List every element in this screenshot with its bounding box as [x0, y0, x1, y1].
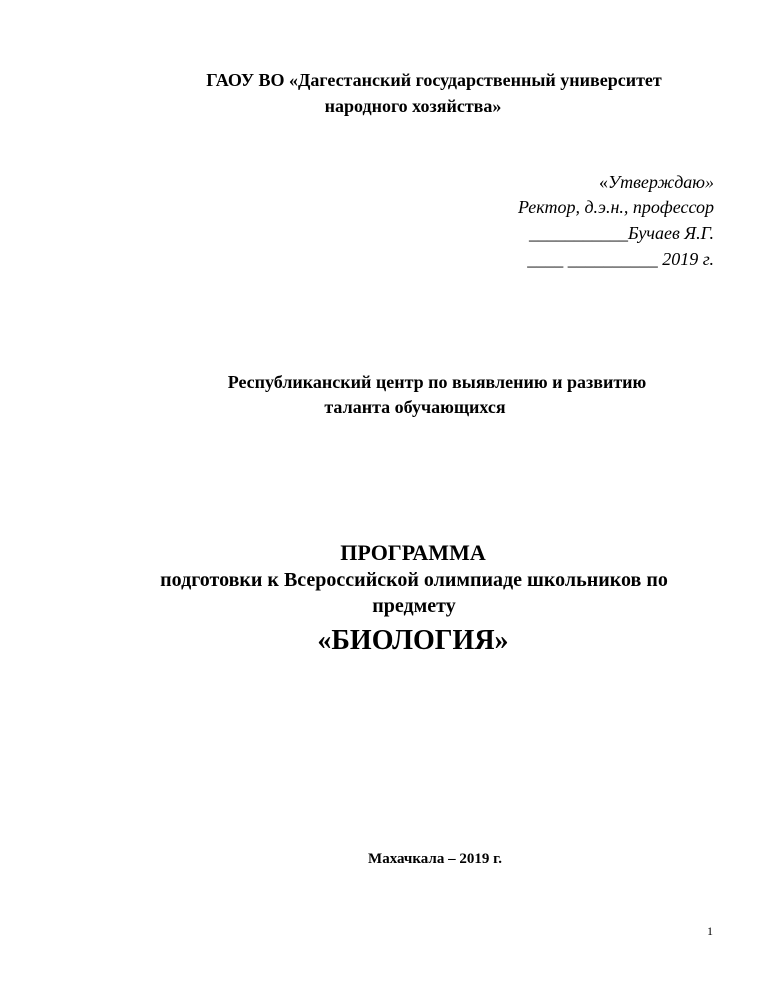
approval-signature-line: ___________Бучаев Я.Г.	[529, 223, 714, 243]
program-subtitle-line-1: подготовки к Всероссийской олимпиаде школьников по	[160, 569, 668, 591]
approval-date-line: ____ __________ 2019 г.	[527, 249, 714, 269]
program-subject: «БИОЛОГИЯ»	[317, 625, 509, 656]
city-year: Махачкала – 2019 г.	[368, 851, 502, 867]
center-name-line-2: таланта обучающихся	[324, 397, 506, 417]
approval-title-text: Утверждаю»	[607, 172, 714, 192]
program-title: ПРОГРАММА	[340, 540, 486, 565]
page-number: 1	[707, 924, 713, 938]
approval-quote-mark: «	[598, 172, 608, 192]
organization-name-line-1: ГАОУ ВО «Дагестанский государственный университет	[206, 70, 662, 90]
organization-name-line-2: народного хозяйства»	[324, 96, 502, 116]
program-subtitle-line-2: предмету	[372, 595, 456, 617]
approval-title	[599, 172, 714, 193]
approval-rector: Ректор, д.э.н., профессор	[517, 197, 714, 217]
center-name-line-1: Республиканский центр по выявлению и развитию	[227, 372, 647, 392]
